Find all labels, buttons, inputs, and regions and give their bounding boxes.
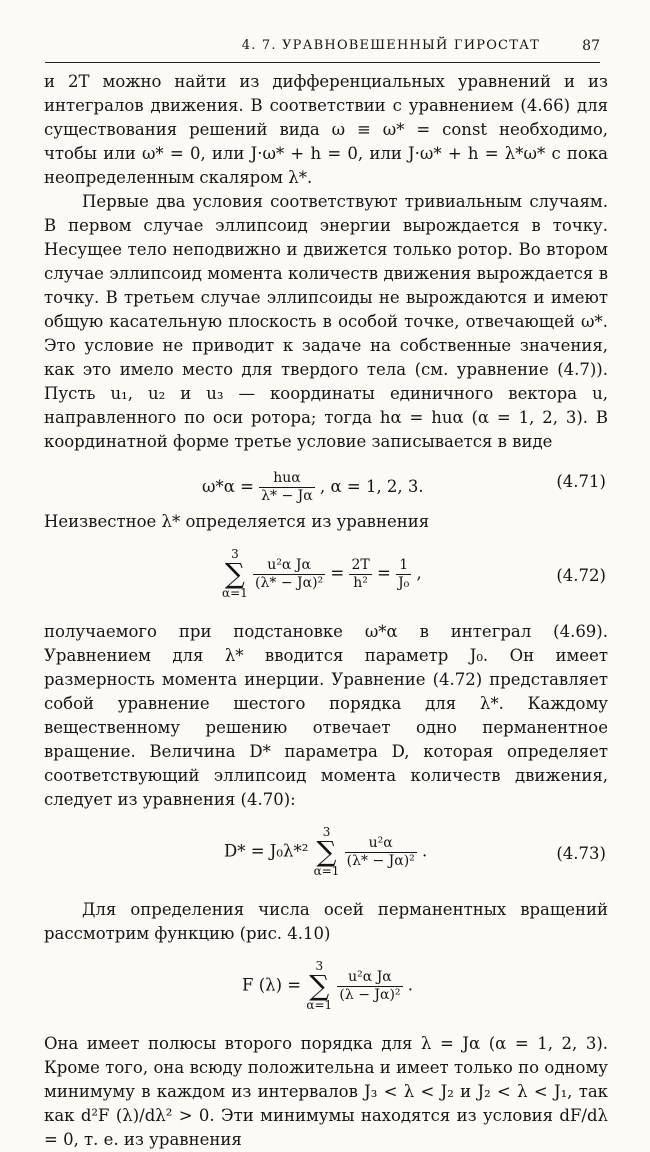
equation-F (44, 950, 608, 1028)
eq472-denominator-2: h² (353, 574, 368, 591)
eq473-label: (4.73) (556, 844, 606, 863)
eq472-label: (4.72) (556, 566, 606, 585)
eqF-denominator: (λ − Jα)² (339, 986, 401, 1003)
eq471-numerator: huα (259, 470, 315, 488)
eq472-fraction-3 (396, 557, 411, 592)
sum-icon: ∑ (224, 557, 245, 590)
page-header (45, 36, 600, 63)
eq471-denominator: λ* − Jα (261, 488, 313, 504)
eq472-numerator-3: 1 (396, 557, 411, 575)
eq473-sum-top: 3 (322, 825, 331, 839)
eq472-equals-1: = (330, 563, 345, 583)
running-head: 4. 7. УРАВНОВЕШЕННЫЙ ГИРОСТАТ (241, 38, 540, 53)
paragraph-5: Для определения числа осей перманентных вращений рассмотрим функцию (рис. 4.10) (44, 900, 608, 943)
eq472-fraction-2 (349, 557, 371, 592)
paragraph-4: получаемого при подстановке ω*α в интеграл (4.69). Уравнением для λ* вводится параметр J₀. Он имеет размерность момента инерции. Уравнение (4.72) представляет собой уравнение шестого порядка для λ*. Каждому вещественному решению отвечает одно перманентное вращение. Величина D* параметра D, которая определяет соответствующий эллипсоид момента количеств движения, следует из уравнения (4.70): (44, 622, 608, 809)
eq473-sum-bottom: α=1 (313, 864, 340, 878)
eq472-sum (222, 548, 248, 600)
equation-4-73 (44, 816, 608, 894)
eq471-lhs: ω*α = (202, 477, 254, 496)
paragraph-1: и 2T можно найти из дифференциальных уравнений и из интегралов движения. В соответствии с уравнением (4.66) для существования решений вида ω ≡ ω* = const необходимо, чтобы или ω* = 0, или J·ω* + h = 0, или J·ω* + h = λ*ω* с пока неопределенным скаляром λ*. (44, 72, 608, 187)
equation-4-71 (44, 458, 608, 506)
eqF-sum-top: 3 (315, 959, 324, 973)
paragraph-3: Неизвестное λ* определяется из уравнения (44, 512, 430, 531)
eq472-sum-top: 3 (231, 547, 239, 561)
eq472-numerator-2: 2T (351, 556, 370, 573)
eqF-numerator: u²α Jα (337, 969, 402, 987)
eq472-numerator-1: u²α Jα (253, 557, 325, 575)
eqF-sum (306, 960, 332, 1012)
eq471-fraction (259, 470, 315, 505)
eq472-denominator-1: (λ* − Jα)² (255, 574, 324, 591)
eq472-fraction-1 (253, 557, 325, 592)
eq471-tail: , α = 1, 2, 3. (320, 477, 424, 496)
eqF-tail: . (407, 975, 414, 995)
paragraph-2: Первые два условия соответствуют тривиальным случаям. В первом случае эллипсоид энергии вырождается в точку. Несущее тело неподвижно и движется только ротор. Во втором случае эллипсоид момента количеств движения вырождается в точку. В третьем случае эллипсоиды не вырождаются и имеют общую касательную плоскость в особой точке, отвечающей ω*. Это условие не приводит к задаче на собственные значения, как это имело место для твердого тела (см. уравнение (4.7)). Пусть u₁, u₂ и u₃ — координаты единичного вектора u, направленного по оси ротора; тогда hα = huα (α = 1, 2, 3). В координатной форме третье условие записывается в виде (44, 192, 608, 451)
paragraph-6: Она имеет полюсы второго порядка для λ = Jα (α = 1, 2, 3). Кроме того, она всюду положительна и имеет только по одному минимуму в каждом из интервалов J₃ < λ < J₂ и J₂ < λ < J₁, так как d²F (λ)/dλ² > 0. Эти минимумы находятся из условия dF/dλ = 0, т. е. из уравнения (44, 1034, 608, 1149)
eq473-tail: . (422, 841, 428, 861)
page-number: 87 (582, 38, 600, 54)
eq472-equals-2: = (376, 563, 391, 583)
eq473-fraction (345, 835, 417, 870)
eqF-fraction (337, 969, 402, 1004)
eq473-sum (314, 826, 340, 878)
eq473-numerator: u²α (345, 835, 417, 853)
eq473-denominator: (λ* − Jα)² (346, 852, 415, 869)
sum-icon: ∑ (309, 969, 330, 1002)
page-body (44, 70, 608, 1152)
eq472-denominator-3: J₀ (398, 574, 410, 591)
sum-icon: ∑ (316, 835, 337, 868)
eqF-sum-bottom: α=1 (306, 998, 333, 1012)
equation-4-72 (44, 538, 608, 616)
eq472-tail: , (416, 563, 422, 583)
eq473-lhs: D* = J₀λ*² (224, 841, 309, 861)
eq471-label: (4.71) (556, 472, 606, 491)
eq472-sum-bottom: α=1 (222, 586, 248, 600)
eqF-lhs: F (λ) = (242, 975, 302, 995)
